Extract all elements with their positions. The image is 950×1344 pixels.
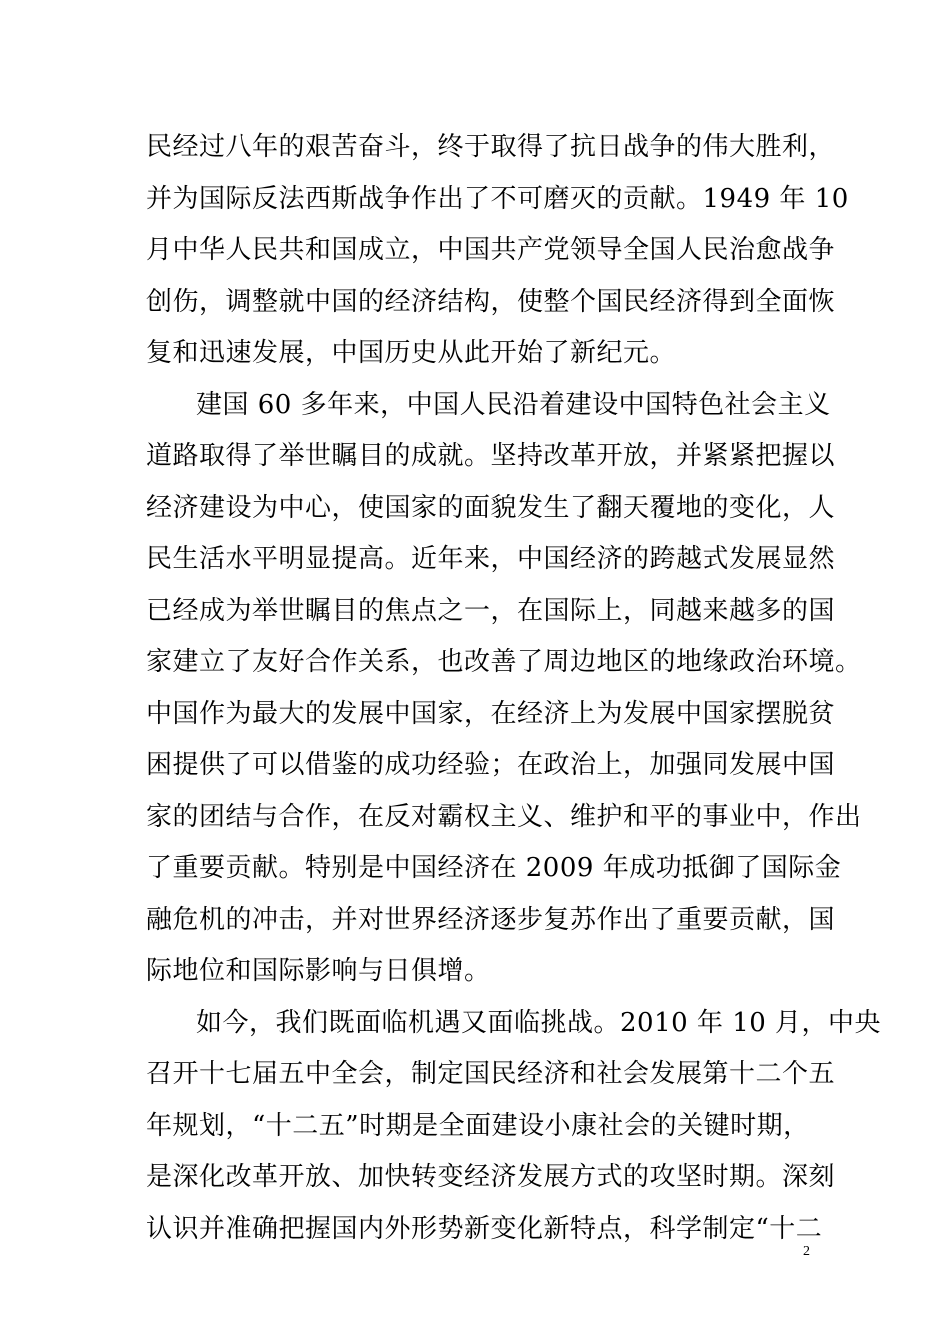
text-line-11: 家建立了友好合作关系，也改善了周边地区的地缘政治环境。 — [146, 647, 862, 677]
text-line-15: 了重要贡献。特别是中国经济在 2009 年成功抵御了国际金 — [146, 853, 842, 883]
text-line-22: 认识并准确把握国内外形势新变化新特点，科学制定“十二 — [146, 1214, 823, 1244]
text-line-18: 如今，我们既面临机遇又面临挑战。2010 年 10 月，中央 — [196, 1008, 882, 1038]
text-line-7: 道路取得了举世瞩目的成就。坚持改革开放，并紧紧把握以 — [146, 441, 836, 471]
text-line-4: 创伤，调整就中国的经济结构，使整个国民经济得到全面恢 — [146, 287, 836, 317]
text-line-21: 是深化改革开放、加快转变经济发展方式的攻坚时期。深刻 — [146, 1162, 836, 1192]
text-line-14: 家的团结与合作，在反对霸权主义、维护和平的事业中，作出 — [146, 802, 862, 832]
text-line-1: 民经过八年的艰苦奋斗，终于取得了抗日战争的伟大胜利， — [146, 132, 836, 162]
text-line-6: 建国 60 多年来，中国人民沿着建设中国特色社会主义 — [196, 390, 831, 420]
text-line-3: 月中华人民共和国成立，中国共产党领导全国人民治愈战争 — [146, 235, 836, 265]
page-number: 2 — [803, 1244, 810, 1259]
text-line-16: 融危机的冲击，并对世界经济逐步复苏作出了重要贡献，国 — [146, 905, 836, 935]
text-line-13: 困提供了可以借鉴的成功经验；在政治上，加强同发展中国 — [146, 750, 836, 780]
text-line-9: 民生活水平明显提高。近年来，中国经济的跨越式发展显然 — [146, 544, 836, 574]
text-line-12: 中国作为最大的发展中国家，在经济上为发展中国家摆脱贫 — [146, 699, 836, 729]
text-line-8: 经济建设为中心，使国家的面貌发生了翻天覆地的变化，人 — [146, 493, 836, 523]
text-line-20: 年规划，“十二五”时期是全面建设小康社会的关键时期， — [146, 1111, 810, 1141]
text-line-2: 并为国际反法西斯战争作出了不可磨灭的贡献。1949 年 10 — [146, 184, 849, 214]
text-line-10: 已经成为举世瞩目的焦点之一，在国际上，同越来越多的国 — [146, 596, 836, 626]
text-line-5: 复和迅速发展，中国历史从此开始了新纪元。 — [146, 338, 677, 368]
text-line-19: 召开十七届五中全会，制定国民经济和社会发展第十二个五 — [146, 1059, 836, 1089]
text-line-17: 际地位和国际影响与日俱增。 — [146, 956, 491, 986]
